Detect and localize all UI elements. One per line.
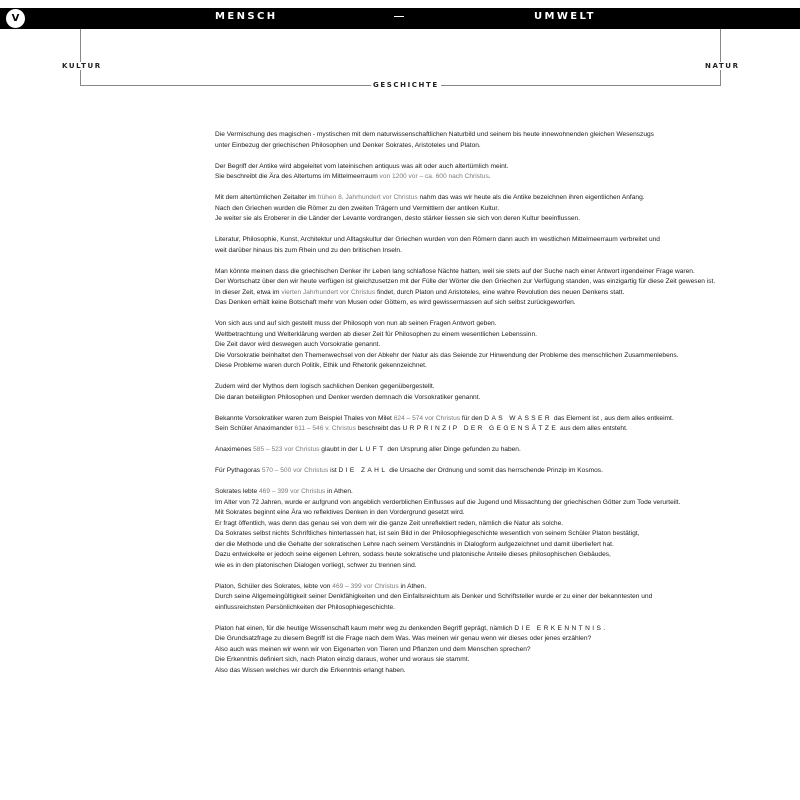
text-segment: Die Grundsatzfrage zu diesem Begriff ist die Frage nach dem Was. Was meinen wir genau wenn wir dieses oder jenes erzählen? <box>215 635 592 642</box>
text-segment: Im Alter von 72 Jahren, wurde er aufgrund von angeblich verderblichen Einflusses auf die Jugend und Missachtung der griechischen Götter zum Tode verurteilt. <box>215 498 681 506</box>
date-range: 469 – 399 vor Christus <box>332 582 399 590</box>
text-segment: Die Vorsokratie beinhaltet den Themenwechsel von der Abkehr der Natur als das Seiende zur Hinwendung der Probleme des menschlichen Zusammenlebens. <box>215 351 679 359</box>
nav-natur[interactable]: NATUR <box>705 62 740 70</box>
text-segment: Die Erkenntnis definiert sich, nach Platon einzig daraus, woher und woraus sie stammt. <box>215 656 470 663</box>
text-line <box>215 424 785 435</box>
text-segment: aus dem alles entsteht. <box>558 425 628 432</box>
text-line <box>215 487 785 498</box>
emphasis-term: DAS WASSER <box>484 414 553 422</box>
text-segment: Je weiter sie als Eroberer in die Länder der Levante vordrangen, desto stärker liessen sie sich von deren Kultur beeinflussen. <box>215 215 581 222</box>
text-line <box>215 582 785 593</box>
text-segment: Durch seine Allgemeingültigkeit seiner Denkfähigkeiten und den Einfallsreichtum als Denker und Schriftsteller wurde er zu einer der bekanntesten und <box>215 593 653 600</box>
text-line <box>215 603 785 614</box>
text-line <box>215 288 785 299</box>
article-paragraph <box>215 319 785 372</box>
emphasis-term: URPRINZIP DER GEGENSÄTZE <box>402 425 559 432</box>
text-segment: Platon hat einen, für die heutige Wissenschaft kaum mehr weg zu denkenden Begriff geprägt, nämlich <box>215 624 515 632</box>
text-segment: Sie beschreibt die Ära des Altertums im Mittelmeerraum <box>215 173 380 180</box>
text-segment: Also das Wissen welches wir durch die Erkenntnis erlangt haben. <box>215 666 406 674</box>
text-segment: Dazu entwickelte er jedoch seine eigenen Lehren, sodass heute sokratische und platonische Anteile dieses philosophischen Gebäudes, <box>215 551 611 558</box>
text-line <box>215 445 785 456</box>
top-bar <box>0 8 800 29</box>
text-segment: den Ursprung aller Dinge gefunden zu haben. <box>385 446 521 453</box>
v-logo-badge[interactable]: V <box>6 9 25 28</box>
nav-geschichte[interactable]: GESCHICHTE <box>373 81 439 89</box>
text-segment: weit darüber hinaus bis zum Rhein und zu den britischen Inseln. <box>215 246 402 254</box>
text-segment: Von sich aus und auf sich gestellt muss der Philosoph von nun ab seinen Fragen Antwort geben. <box>215 320 497 327</box>
text-line <box>215 414 785 425</box>
article-paragraph <box>215 582 785 614</box>
text-line <box>215 540 785 551</box>
article-paragraph <box>215 130 785 151</box>
text-segment: findet, durch Platon und Aristoteles, eine wahre Revolution des neuen Denkens statt. <box>375 288 625 296</box>
text-line <box>215 393 785 404</box>
article-body <box>215 130 785 687</box>
text-segment: die Ursache der Ordnung und somit das herrschende Prinzip im Kosmos. <box>387 467 603 474</box>
emphasis-term: DIE ERKENNTNIS. <box>514 624 608 632</box>
text-segment: Er fragt öffentlich, was denn das genau sei von dem wir die ganze Zeit unreflektiert reden, nämlich die Natur als solche. <box>215 519 564 527</box>
text-line <box>215 645 785 656</box>
article-paragraph <box>215 624 785 677</box>
text-segment: Anaximenes <box>215 446 254 453</box>
text-segment: unter Einbezug der griechischen Philosophen und Denker Sokrates, Aristoteles und Platon. <box>215 141 481 149</box>
text-line <box>215 529 785 540</box>
text-line <box>215 655 785 666</box>
text-segment: Nach den Griechen wurden die Römer zu den zweiten Trägern und Vermittlern der antiken Kultur. <box>215 204 500 212</box>
article-paragraph <box>215 267 785 309</box>
text-segment: Also auch was meinen wir wenn wir von Eigenarten von Tieren und Pflanzen und dem Menschen sprechen? <box>215 645 531 653</box>
text-line <box>215 666 785 677</box>
text-line <box>215 319 785 330</box>
text-line <box>215 330 785 341</box>
article-paragraph <box>215 445 785 456</box>
text-line <box>215 382 785 393</box>
text-segment: Man könnte meinen dass die griechischen Denker ihr Leben lang schlaflose Nächte hatten, weil sie stets auf der Suche nach einer Antwort irgendeiner Frage waren. <box>215 267 695 275</box>
text-segment: Die daran beteiligten Philosophen und Denker werden demnach die Vorsokratiker genannt. <box>215 393 481 401</box>
date-range: 624 – 574 vor Christus <box>393 414 461 422</box>
text-line <box>215 361 785 372</box>
text-line <box>215 172 785 183</box>
date-range: 611 – 546 v. Christus <box>294 425 356 432</box>
text-line <box>215 277 785 288</box>
text-line <box>215 130 785 141</box>
text-segment: Zudem wird der Mythos dem logisch sachlichen Denken gegenübergestellt. <box>215 383 435 390</box>
text-segment: beschreibt das <box>355 425 403 432</box>
text-line <box>215 193 785 204</box>
text-segment: Mit dem altertümlichen Zeitalter im <box>215 194 318 201</box>
text-line <box>215 508 785 519</box>
text-segment: Platon, Schüler des Sokrates, lebte von <box>215 582 333 590</box>
article-paragraph <box>215 235 785 256</box>
text-segment: glaubt in der <box>319 446 360 453</box>
date-range: 469 – 399 vor Christus <box>258 488 326 495</box>
text-segment: Das Denken erhält keine Botschaft mehr von Musen oder Göttern, es wird gewissermassen auf sich selbst zurückgeworfen. <box>215 299 576 306</box>
text-line <box>215 624 785 635</box>
emphasis-term: LUFT <box>359 446 386 453</box>
text-segment: das Element ist , aus dem alles entkeimt. <box>552 414 674 422</box>
title-separator: — <box>394 11 404 22</box>
text-line <box>215 246 785 257</box>
emphasis-term: DIE ZAHL <box>338 467 388 474</box>
date-range: frühen 8. Jahrhundert vor Christus <box>317 194 418 201</box>
text-segment: nahm das was wir heute als die Antike bezeichnen ihren eigentlichen Anfang. <box>417 194 645 201</box>
text-segment: für den <box>460 414 485 422</box>
text-segment: Der Begriff der Antike wird abgeleitet vom lateinischen antiquus was alt oder auch altertümlich meint. <box>215 162 509 170</box>
text-line <box>215 214 785 225</box>
text-line <box>215 466 785 477</box>
text-segment: Bekannte Vorsokratiker waren zum Beispiel Thales von Milet <box>215 414 394 422</box>
text-segment: Die Vermischung des magischen - mystischen mit dem naturwissenschaftlichen Naturbild und seinem bis heute innewohnenden gleichen Wesenszugs <box>215 131 654 138</box>
text-segment: Die Zeit davor wird deswegen auch Vorsokratie genannt. <box>215 341 381 348</box>
text-segment: der die Methode und die Gehalte der sokratischen Lehre nach seinem Verständnis in Dialogform aufgezeichnet und damit überliefert hat. <box>215 540 614 548</box>
text-segment: Literatur, Philosophie, Kunst, Architektur und Alltagskultur der Griechen wurden von den Römern dann auch im westlichen Mittelmeerraum verbreitet und <box>215 236 660 243</box>
text-line <box>215 634 785 645</box>
text-segment: Mit Sokrates beginnt eine Ära wo reflektives Denken in den Vordergrund gesetzt wird. <box>215 509 465 516</box>
text-segment: In dieser Zeit, etwa im <box>215 288 282 296</box>
text-line <box>215 162 785 173</box>
text-line <box>215 141 785 152</box>
text-line <box>215 340 785 351</box>
text-segment: in Athen. <box>325 488 353 495</box>
text-segment: wie es in den platonischen Dialogen vorliegt, schwer zu trennen sind. <box>215 561 417 569</box>
article-paragraph <box>215 162 785 183</box>
text-segment: Diese Probleme waren durch Politik, Ethik und Rhetorik gekennzeichnet. <box>215 362 427 369</box>
navigation-frame <box>80 29 721 86</box>
text-line <box>215 550 785 561</box>
nav-mensch[interactable]: MENSCH <box>215 11 278 22</box>
text-segment: Für Pythagoras <box>215 467 262 474</box>
text-segment: einflussreichsten Persönlichkeiten der Philosophiegeschichte. <box>215 603 395 611</box>
text-segment: Sokrates lebte <box>215 488 259 495</box>
article-paragraph <box>215 414 785 435</box>
article-paragraph <box>215 382 785 403</box>
text-segment: ist <box>328 467 339 474</box>
article-paragraph <box>215 487 785 571</box>
text-segment: . <box>488 173 491 180</box>
text-segment: Der Wortschatz über den wir heute verfügen ist gleichzusetzen mit der Fülle der Wörter die den Griechen zur Verfügung standen, was einzigartig für diese Zeit gewesen ist. <box>215 278 716 285</box>
text-segment: in Athen. <box>398 582 427 590</box>
date-range: 585 – 523 vor Christus <box>253 446 320 453</box>
text-segment: Da Sokrates selbst nichts Schriftliches hinterlassen hat, ist sein Bild in der Philosophiegeschichte wesentlich von seinem Schüler Platon bestätigt, <box>215 530 640 537</box>
text-line <box>215 592 785 603</box>
date-range: von 1200 vor – ca. 600 nach Christus <box>379 173 489 180</box>
text-segment: Sein Schüler Anaximander <box>215 425 295 432</box>
article-paragraph <box>215 466 785 477</box>
text-line <box>215 267 785 278</box>
text-segment: Weltbetrachtung und Welterklärung werden ab dieser Zeit für Philosophen zu einem wesentlichen Lebenssinn. <box>215 330 537 338</box>
text-line <box>215 351 785 362</box>
date-range: 570 – 500 vor Christus <box>261 467 329 474</box>
text-line <box>215 235 785 246</box>
nav-umwelt[interactable]: UMWELT <box>534 11 596 22</box>
text-line <box>215 519 785 530</box>
text-line <box>215 561 785 572</box>
text-line <box>215 298 785 309</box>
nav-kultur[interactable]: KULTUR <box>62 62 102 70</box>
text-line <box>215 204 785 215</box>
text-line <box>215 498 785 509</box>
article-paragraph <box>215 193 785 225</box>
date-range: vierten Jahrhundert vor Christus <box>281 288 376 296</box>
